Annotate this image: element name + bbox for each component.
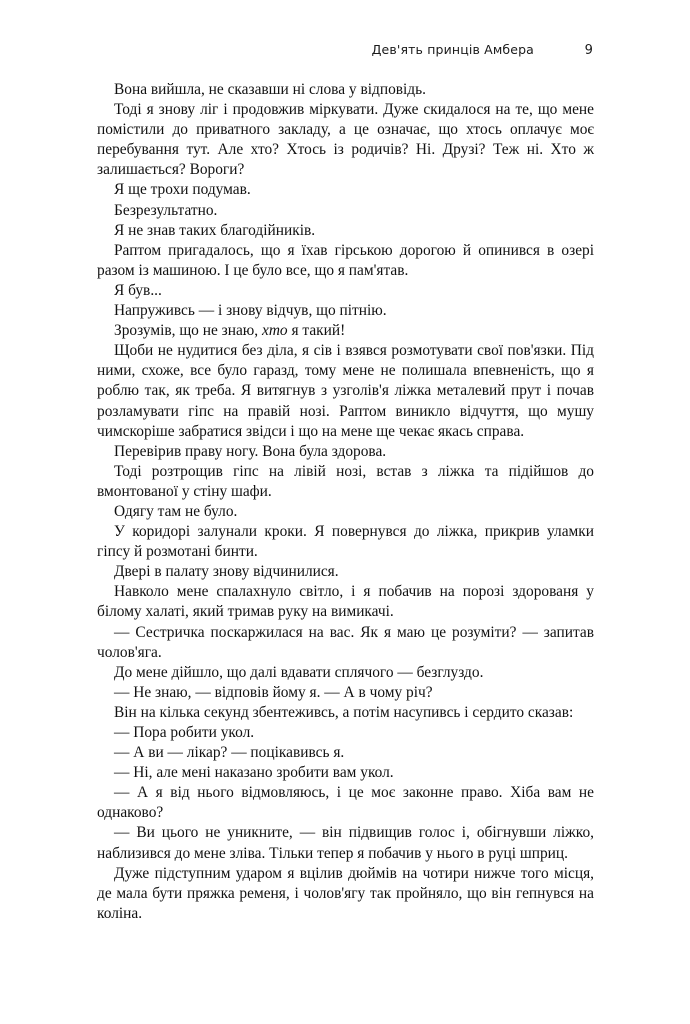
paragraph: Тоді я знову ліг і продовжив міркувати. Дуже скидалося на те, що мене помістили до приватного закладу, а це означає, що хтось оплачує моє перебування тут. Але хто? Хтось із родичів? Ні. Друзі? Теж ні. Хто ж залишається? Вороги? bbox=[97, 101, 594, 179]
paragraph: — Сестричка поскаржилася на вас. Як я маю це розуміти? — запитав чолов'яга. bbox=[97, 623, 594, 661]
paragraph: У коридорі залунали кроки. Я повернувся до ліжка, прикрив уламки гіпсу й розмотані бинти. bbox=[97, 523, 594, 561]
paragraph: — Не знаю, — відповів йому я. — А в чому річ? bbox=[114, 683, 433, 701]
paragraph: Перевірив праву ногу. Вона була здорова. bbox=[114, 442, 387, 460]
paragraph-text-after: я такий! bbox=[287, 322, 346, 340]
paragraph: Я не знав таких благодійників. bbox=[114, 221, 316, 239]
paragraph: Навколо мене спалахнуло світло, і я побачив на порозі здорованя у білому халаті, який тримав руку на вимикачі. bbox=[97, 583, 594, 621]
header-book-title: Дев'ять принців Амбера bbox=[371, 42, 534, 57]
paragraph: — Пора робити укол. bbox=[114, 724, 255, 741]
paragraph: — Ні, але мені наказано зробити вам укол. bbox=[114, 764, 394, 782]
body-text-block bbox=[97, 80, 594, 924]
paragraph: — А ви — лікар? — поцікавивсь я. bbox=[114, 744, 345, 762]
paragraph: Напруживсь — і знову відчув, що пітнію. bbox=[114, 302, 387, 320]
paragraph-text-before: Зрозумів, що не знаю, bbox=[114, 322, 262, 340]
paragraph: — А я від нього відмовляюсь, і це моє законне право. Хіба вам не однаково? bbox=[97, 784, 594, 822]
paragraph: Двері в палату знову відчинилися. bbox=[114, 563, 339, 581]
running-header bbox=[97, 42, 593, 64]
paragraph: Дуже підступним ударом я вцілив дюймів на чотири нижче того місця, де мала бути пряжка ременя, і чолов'ягу так пройняло, що він гепнувся на коліна. bbox=[97, 864, 594, 922]
paragraph: Безрезультатно. bbox=[114, 201, 218, 219]
paragraph: Я був... bbox=[114, 281, 162, 299]
paragraph: Він на кілька секунд збентеживсь, а потім насупивсь і сердито сказав: bbox=[114, 703, 574, 721]
paragraph: Одягу там не було. bbox=[114, 502, 238, 520]
emphasised-word: хто bbox=[261, 322, 288, 340]
paragraph-with-emphasis bbox=[97, 321, 594, 341]
paragraph: Тоді розтрощив гіпс на лівій нозі, встав з ліжка та підійшов до вмонтованої у стіну шафи. bbox=[97, 462, 594, 500]
page-number: 9 bbox=[584, 43, 593, 58]
paragraph: Щоби не нудитися без діла, я сів і взявся розмотувати свої пов'язки. Під ними, схоже, все було гаразд, тому мене не полишала впевненість, що я роблю так, як треба. Я витягнув з узголів'я ліжка металевий прут і почав розламувати гіпс на правій нозі. Раптом виникло відчуття, що мушу чимскоріше забратися звідси і що на мене ще чекає якась справа. bbox=[97, 342, 594, 440]
paragraph: Я ще трохи подумав. bbox=[114, 181, 251, 199]
paragraph: — Ви цього не уникните, — він підвищив голос і, обігнувши ліжко, наблизився до мене зліва. Тільки тепер я побачив у нього в руці шприц. bbox=[97, 824, 594, 862]
paragraph: Вона вийшла, не сказавши ні слова у відповідь. bbox=[114, 81, 427, 98]
paragraph: Раптом пригадалось, що я їхав гірською дорогою й опинився в озері разом із машиною. І це було все, що я пам'ятав. bbox=[97, 241, 594, 279]
paragraph: До мене дійшло, що далі вдавати сплячого — безглуздо. bbox=[114, 663, 484, 681]
